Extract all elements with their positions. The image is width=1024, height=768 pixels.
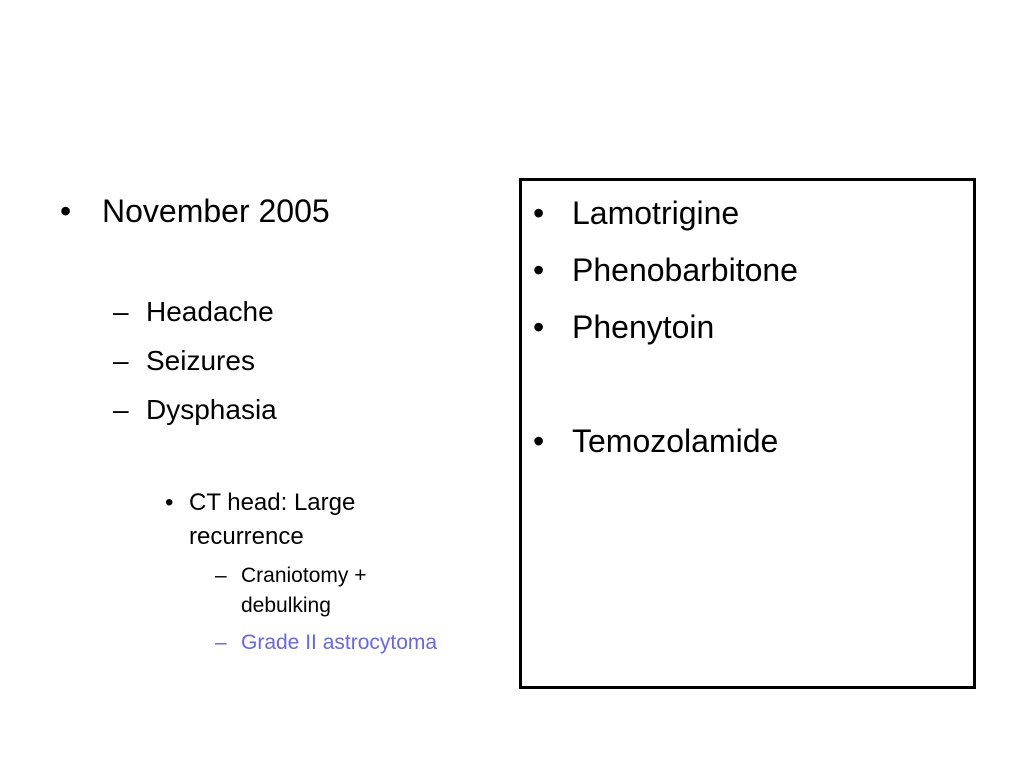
dash-icon: – — [113, 394, 129, 425]
bullet-icon: • — [533, 423, 545, 459]
procedure-text-line1: Craniotomy + — [241, 564, 367, 587]
bullet-icon: • — [165, 489, 174, 516]
left-column — [0, 0, 510, 768]
medication-box — [519, 178, 976, 689]
bullet-icon: • — [533, 252, 545, 288]
dash-icon: – — [215, 631, 227, 654]
symptom-text: Seizures — [146, 345, 255, 376]
drug-text: Lamotrigine — [572, 195, 740, 231]
symptom-text: Dysphasia — [146, 394, 277, 425]
bullet-icon: • — [533, 195, 545, 231]
symptom-text: Headache — [146, 296, 274, 327]
imaging-text-line2: recurrence — [189, 523, 304, 550]
procedure-text-line2: debulking — [241, 594, 331, 617]
dash-icon: – — [215, 564, 227, 587]
drug-text: Temozolamide — [572, 423, 779, 459]
drug-text: Phenobarbitone — [572, 252, 798, 288]
bullet-icon: • — [533, 309, 545, 345]
date-text: November 2005 — [102, 193, 330, 229]
imaging-text-line1: CT head: Large — [189, 489, 356, 516]
diagnosis-text: Grade II astrocytoma — [241, 631, 438, 654]
drug-text: Phenytoin — [572, 309, 715, 345]
bullet-icon: • — [60, 193, 72, 229]
dash-icon: – — [113, 345, 129, 376]
dash-icon: – — [113, 296, 129, 327]
